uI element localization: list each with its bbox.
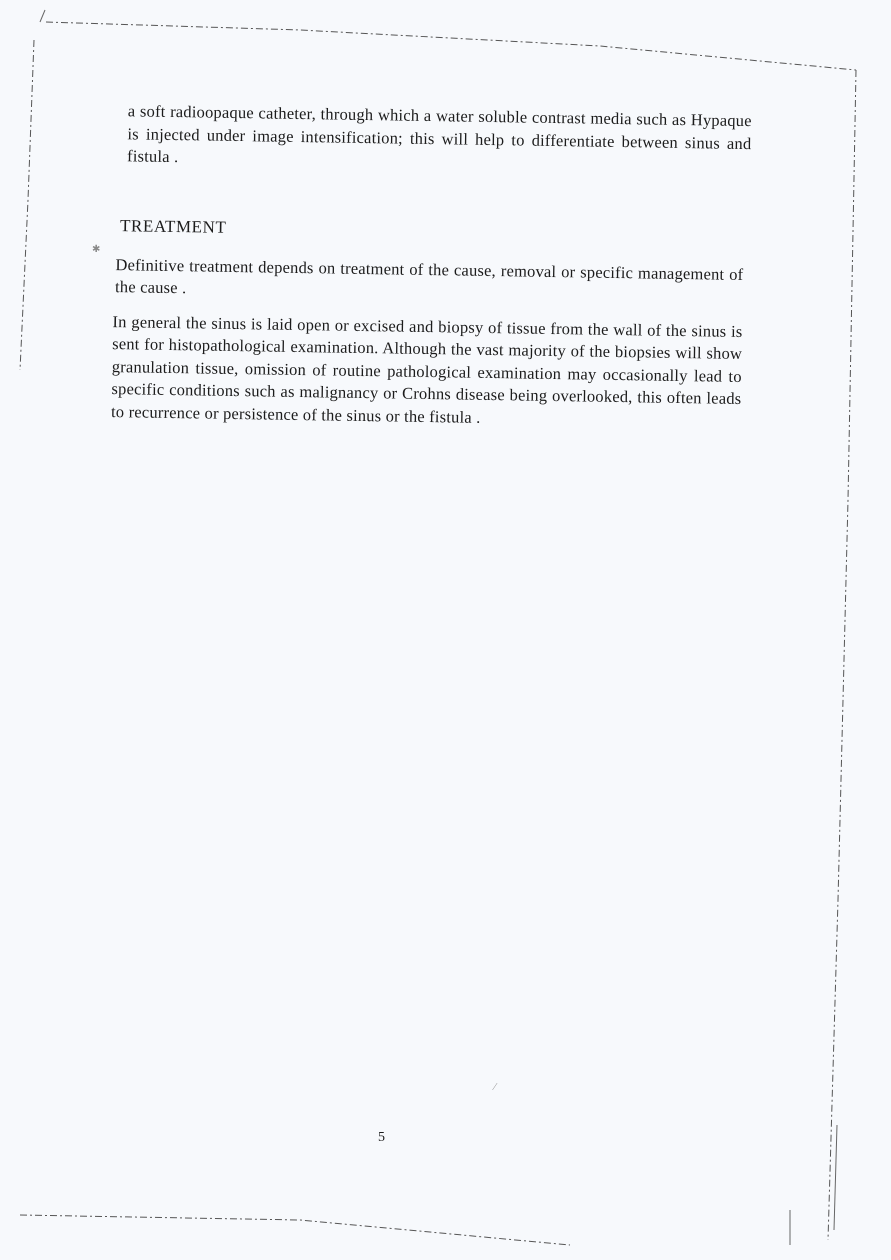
section-heading: TREATMENT <box>119 215 227 237</box>
definitive-treatment-paragraph: Definitive treatment depends on treatment of the cause, removal or specific management of the cause . <box>114 254 744 298</box>
scan-speck: ✱ <box>92 244 101 255</box>
page-number: 5 <box>378 1130 385 1145</box>
general-treatment-paragraph: In general the sinus is laid open or excised and biopsy of tissue from the wall of the sinus is sent for histopathological examination. Although the vast majority of the biopsies will show granulation tissue, omission of routine pathological examination may occasionally lead to specific conditions such as malignancy or Crohns disease being overlooked, this often leads to recurrence or persistence of the sinus or the fistula . <box>110 311 743 427</box>
document-body <box>105 100 750 445</box>
scan-speck: ⁄ <box>494 1082 496 1093</box>
intro-paragraph: a soft radioopaque catheter, through which a water soluble contrast media such as Hypaque is injected under image intensification; this will help to differentiate between sinus and fistula . <box>126 101 752 167</box>
